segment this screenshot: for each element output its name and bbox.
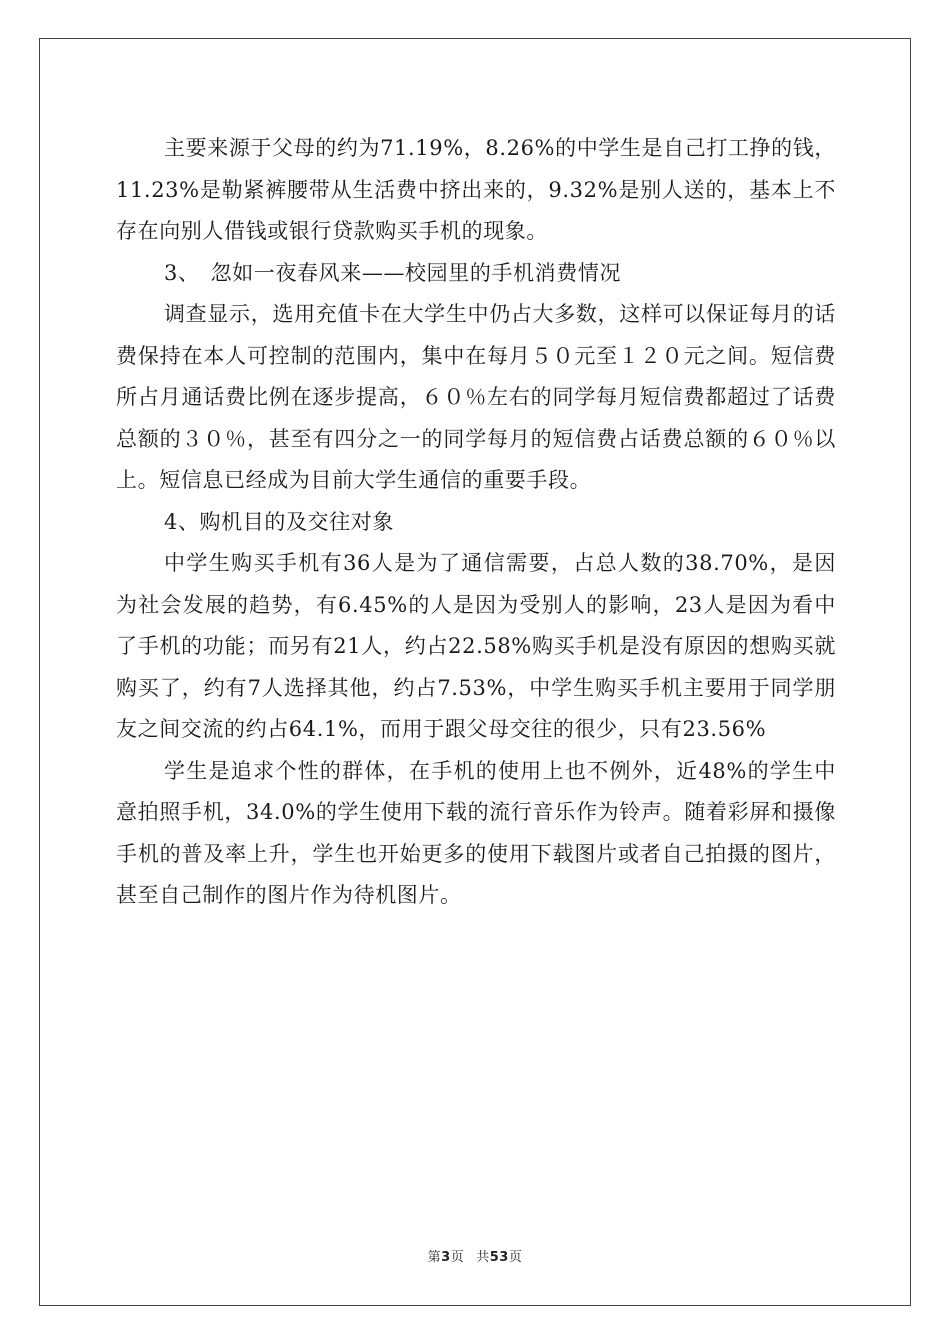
page-footer: [0, 1246, 950, 1265]
footer-total-suffix: 页: [508, 1250, 523, 1265]
section-heading-3: 3、 忽如一夜春风来——校园里的手机消费情况: [164, 260, 622, 285]
paragraph-income-source: 主要来源于父母的约为71.19%，8.26%的中学生是自己打工挣的钱，11.23%是勒紧裤腰带从生活费中挤出来的，9.32%是别人送的，基本上不存在向别人借钱或银行贷款购买手机的现象。: [116, 136, 836, 243]
current-page-number: 3: [441, 1250, 451, 1265]
footer-page-word: 页: [450, 1250, 465, 1265]
paragraph-purchase-purpose: 中学生购买手机有36人是为了通信需要，占总人数的38.70%，是因为社会发展的趋势，有6.45%的人是因为受别人的影响，23人是因为看中了手机的功能；而另有21人，约占22.58%购买手机是没有原因的想购买就购买了，约有7人选择其他，约占7.53%，中学生购买手机主要用于同学朋友之间交流的约占64.1%，而用于跟父母交往的很少，只有23.56%: [116, 551, 836, 741]
section-heading-4: 4、购机目的及交往对象: [164, 509, 394, 534]
footer-total-prefix: 共: [476, 1250, 490, 1265]
total-page-count: 53: [489, 1250, 509, 1265]
paragraph-personalization: 学生是追求个性的群体，在手机的使用上也不例外，近48%的学生中意拍照手机，34.0%的学生使用下载的流行音乐作为铃声。随着彩屏和摄像手机的普及率上升，学生也开始更多的使用下载图片或者自己拍摄的图片，甚至自己制作的图片作为待机图片。: [116, 758, 836, 907]
footer-prefix: 第: [427, 1250, 442, 1265]
document-body: [116, 128, 836, 917]
paragraph-phone-spending: 调查显示，选用充值卡在大学生中仍占大多数，这样可以保证每月的话费保持在本人可控制的范围内，集中在每月５０元至１２０元之间。短信费所占月通话费比例在逐步提高，６０％左右的同学每月短信费都超过了话费总额的３０％，甚至有四分之一的同学每月的短信费占话费总额的６０％以上。短信息已经成为目前大学生通信的重要手段。: [116, 302, 836, 492]
